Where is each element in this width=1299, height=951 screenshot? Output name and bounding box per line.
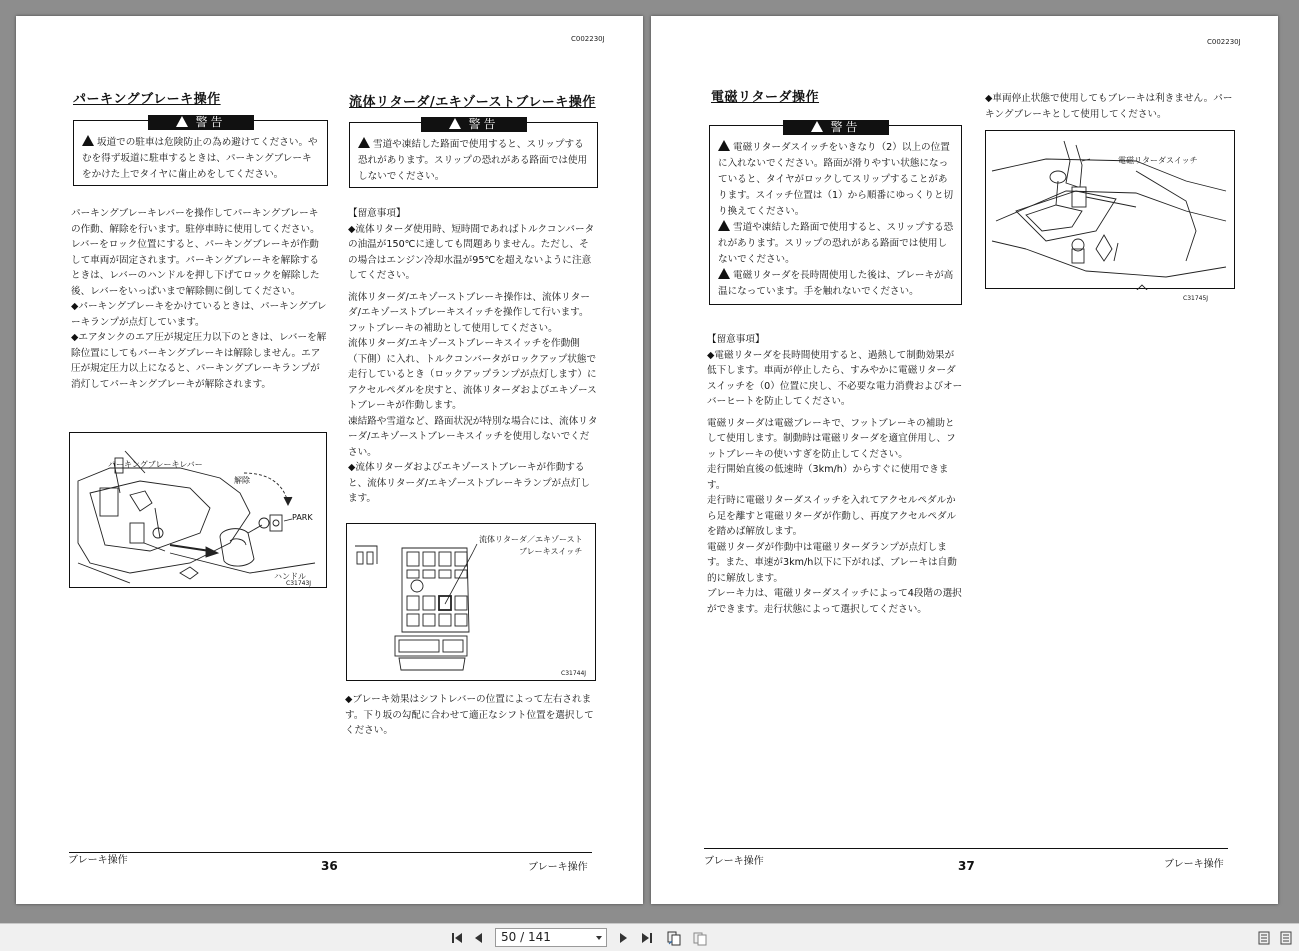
paragraph: 走行開始直後の低速時（3km/h）からすぐに使用できます。 (707, 464, 949, 491)
top-right-note: ◆車両停止状態で使用してもブレーキは利きません。パーキングブレーキとして使用してください。 (985, 93, 1233, 120)
paragraph: ◆エアタンクのエア圧が規定圧力以下のときは、レバーを解除位置にしてもパーキングブレーキは解除しません。エア圧が規定圧力以上になると、パーキングブレーキランプが消灯してパーキングブレーキが解除されます。 (71, 332, 327, 390)
figure-label-release: 解除 (234, 476, 250, 485)
paragraph: 電磁リターダは電磁ブレーキで、フットブレーキの補助として使用します。制動時は電磁リターダを適宜併用し、フットブレーキの使いすぎを防止してください。 (707, 417, 956, 460)
warning-icon (718, 140, 730, 151)
section-title-electromagnetic-retarder: 電磁リターダ操作 (711, 90, 820, 105)
last-page-icon[interactable] (639, 930, 655, 946)
rotate-view-icon[interactable] (666, 930, 682, 946)
previous-page-icon[interactable] (471, 930, 487, 946)
paragraph: ◆電磁リターダを長時間使用すると、過熱して制動効果が低下します。車両が停止したら、すみやかに電磁リターダスイッチを（0）位置に戻し、不必要な電力消費およびオーバーヒートを防止してください。 (707, 349, 963, 407)
figure-code: C31744J (561, 670, 587, 677)
warning-text: 雪道や凍結した路面で使用すると、スリップする恐れがあります。スリップの恐れがある路面では使用しないでください。 (358, 139, 588, 182)
page-list-icon[interactable] (1278, 930, 1294, 946)
footer-left: ブレーキ操作 (68, 855, 128, 866)
figure-label-switch-line1: 流体リターダ／エキゾースト (479, 535, 583, 544)
paragraph: レバーをロック位置にすると、パーキングブレーキが作動して車両が固定されます。パーキングブレーキを解除するときは、レバーのハンドルを押し下げてロックを解除した後、レバーをいっぱいまで解除側に倒してください。 (71, 239, 320, 297)
page-indicator: 50 / 141 (501, 930, 551, 944)
warning-banner: 警告 (147, 115, 253, 130)
note-label: 【留意事項】 (707, 334, 765, 345)
warning-icon (810, 121, 822, 132)
warning-banner: 警告 (782, 120, 888, 135)
footer-rule (704, 848, 1228, 849)
paragraph: 電磁リターダが作動中は電磁リターダランプが点灯します。また、車速が3km/h以下に下がれば、ブレーキは自動的に解放します。 (707, 541, 957, 584)
warning-box (349, 117, 598, 188)
paragraph: 凍結路や雪道など、路面状況が特別な場合には、流体リターダ/エキゾーストブレーキスイッチを使用しないでください。 (348, 415, 598, 458)
warning-item: 電磁リターダを長時間使用した後は、ブレーキが高温になっています。手を触れないでください。 (718, 270, 954, 297)
page-selector[interactable] (495, 928, 607, 947)
warning-icon (718, 220, 730, 231)
section-body (348, 206, 598, 507)
paragraph: 流体リターダ/エキゾーストブレーキ操作は、流体リターダ/エキゾーストブレーキスイッチを操作して行います。フットブレーキの補助として使用してください。 (348, 291, 590, 334)
warning-icon (175, 116, 187, 127)
footer-right: ブレーキ操作 (528, 862, 588, 873)
figure-code: C31743J (286, 580, 312, 587)
paragraph: 流体リターダ/エキゾーストブレーキスイッチを作動側（下側）に入れ、トルクコンバータがロックアップ状態で走行しているとき（ロックアップランプが点灯します）にアクセルペダルを戻すと、流体リターダおよびエキゾーストブレーキが作動します。 (348, 338, 597, 411)
section-body (707, 332, 963, 617)
paragraph: ◆流体リターダ使用時、短時間であればトルクコンバータの油温が150℃に達しても問題ありません。ただし、その場合はエンジン冷却水温が95℃を超えないように注意してください。 (348, 223, 595, 281)
figure-code: C31745J (1183, 295, 1209, 302)
warning-box (73, 115, 328, 186)
footer-left: ブレーキ操作 (704, 856, 764, 867)
viewer-toolbar (0, 923, 1299, 951)
doc-code: C002230J (1207, 38, 1241, 46)
figure-label-switch-line2: ブレーキスイッチ (519, 547, 583, 556)
warning-icon (718, 268, 730, 279)
warning-item: 雪道や凍結した路面で使用すると、スリップする恐れがあります。スリップの恐れがある路面では使用しないでください。 (718, 222, 954, 265)
figure-parking-lever (69, 432, 327, 588)
two-page-view-icon[interactable] (692, 930, 708, 946)
note-label: 【留意事項】 (348, 208, 406, 219)
figure-label-retarder-switch: 電磁リターダスイッチ (1118, 156, 1198, 165)
paragraph: ブレーキ力は、電磁リターダスイッチによって4段階の選択ができます。走行状態によって選択してください。 (707, 588, 962, 615)
after-figure-note: ◆ブレーキ効果はシフトレバーの位置によって左右されます。下り坂の勾配に合わせて適正なシフト位置を選択してください。 (345, 694, 594, 736)
warning-box (709, 120, 962, 305)
paragraph: ◆流体リターダおよびエキゾーストブレーキが作動すると、流体リターダ/エキゾーストブレーキランプが点灯します。 (348, 462, 590, 504)
figure-retarder-switch (346, 523, 596, 681)
warning-icon (82, 135, 94, 146)
figure-label-park: PARK (292, 513, 313, 522)
warning-banner: 警告 (420, 117, 526, 132)
paragraph: 走行時に電磁リターダスイッチを入れてアクセルペダルから足を離すと電磁リターダが作動し、再度アクセルペダルを踏めば解放します。 (707, 495, 957, 537)
parking-lever-illustration (70, 433, 328, 589)
figure-label-handle: ハンドル (274, 572, 306, 581)
page-number: 37 (958, 859, 975, 873)
right-page (651, 16, 1278, 904)
warning-text: 坂道での駐車は危険防止の為め避けてください。やむを得ず坂道に駐車するときは、パーキングブレーキをかけた上でタイヤに歯止めをしてください。 (82, 137, 318, 180)
retarder-switch-illustration (986, 131, 1236, 290)
document-properties-icon[interactable] (1256, 930, 1272, 946)
section-title-fluid-retarder: 流体リターダ/エキゾーストブレーキ操作 (349, 95, 596, 110)
paragraph: ◆パーキングブレーキをかけているときは、パーキングブレーキランプが点灯しています。 (71, 301, 327, 328)
section-title-parking-brake: パーキングブレーキ操作 (73, 92, 221, 107)
warning-icon (358, 137, 370, 148)
chevron-down-icon (596, 936, 602, 940)
doc-code: C002230J (571, 35, 605, 43)
footer-right: ブレーキ操作 (1164, 859, 1224, 870)
warning-icon (448, 118, 460, 129)
paragraph: パーキングブレーキレバーを操作してパーキングブレーキの作動、解除を行います。駐停車時に使用してください。 (71, 208, 320, 235)
page-number: 36 (321, 859, 338, 873)
figure-label-lever: パーキングブレーキレバー (108, 460, 203, 469)
next-page-icon[interactable] (615, 930, 631, 946)
footer-rule (69, 852, 592, 853)
left-page (16, 16, 643, 904)
warning-item: 電磁リターダスイッチをいきなり（2）以上の位置に入れないでください。路面が滑りやすい状態になっていると、タイヤがロックしてスリップすることがあります。スイッチ位置は（1）から順番にゆっくりと切り換えてください。 (718, 142, 954, 217)
figure-retarder-switch-location (985, 130, 1235, 302)
section-body (71, 206, 327, 392)
first-page-icon[interactable] (449, 930, 465, 946)
